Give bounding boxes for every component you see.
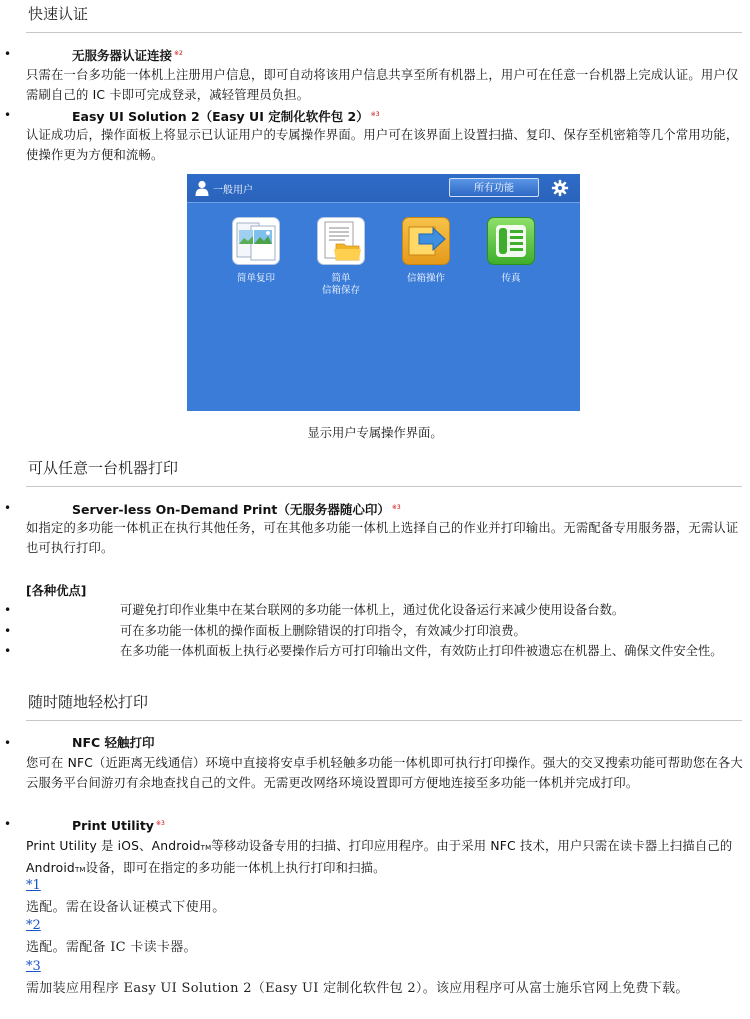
item-title: NFC 轻触打印: [72, 735, 155, 750]
bullet-item-nfc-print: [4, 734, 155, 752]
item-title: Print Utility: [72, 818, 154, 833]
section-title-quick-auth: 快速认证: [28, 5, 89, 23]
trademark-mark: TM: [74, 866, 86, 874]
bullet-item-ondemand-print: [4, 499, 401, 519]
footnote-ref[interactable]: ※3: [391, 504, 401, 511]
item-description: [26, 836, 744, 880]
tile-label: 信箱操作: [406, 273, 445, 284]
bullet-item-serverless-auth: [4, 45, 183, 65]
section-divider: [26, 32, 742, 33]
folder-document-icon: [317, 217, 365, 265]
text-part: 设备，即可在指定的多功能一体机上执行打印和扫描。: [85, 861, 386, 875]
tile-label: 简单 信箱保存: [321, 273, 360, 296]
advantage-item: [4, 600, 744, 620]
advantage-text: 可在多功能一体机的操作面板上删除错误的打印指令，有效减少打印浪费。: [120, 624, 526, 638]
footnote-link-2[interactable]: *2: [26, 918, 41, 933]
advantage-text: 在多功能一体机面板上执行必要操作后方可打印输出文件，有效防止打印件被遗忘在机器上、确保文件安全性。: [120, 644, 723, 658]
item-description: 只需在一台多功能一体机上注册用户信息，即可自动将该用户信息共享至所有机器上，用户可在任意一台机器上完成认证。用户仅需刷自己的 IC 卡即可完成登录，减轻管理员负担。: [26, 68, 739, 102]
image-caption: 显示用户专属操作界面。: [307, 426, 443, 440]
tile-label: 传真: [501, 273, 521, 284]
bullet-dot: •: [4, 817, 12, 831]
bullet-item-print-utility: [4, 815, 165, 835]
bullet-dot: •: [4, 108, 12, 122]
bullet-dot: •: [4, 736, 12, 750]
fax-icon: [487, 217, 535, 265]
footnote-text: 选配。需在设备认证模式下使用。: [26, 900, 226, 915]
advantages-heading: [各种优点]: [26, 584, 87, 598]
gear-icon[interactable]: [551, 179, 569, 197]
trademark-mark: TM: [200, 844, 212, 852]
tile-label: 简单复印: [236, 273, 275, 284]
section-divider: [26, 720, 742, 721]
tile-simple-copy[interactable]: [231, 217, 281, 285]
item-title: Easy UI Solution 2（Easy UI 定制化软件包 2）: [72, 109, 369, 124]
section-title-print-anytime: 随时随地轻松打印: [28, 693, 149, 711]
bullet-dot: •: [4, 624, 12, 638]
all-functions-button[interactable]: 所有功能: [449, 178, 539, 197]
footnote-text: 需加装应用程序 Easy UI Solution 2（Easy UI 定制化软件包 2）。该应用程序可从富士施乐官网上免费下载。: [26, 981, 689, 996]
text-part: Print Utility 是 iOS、Android: [26, 839, 201, 853]
footnote-link-3[interactable]: *3: [26, 959, 41, 974]
item-description: 您可在 NFC（近距离无线通信）环境中直接将安卓手机轻触多功能一体机即可执行打印操作。强大的交叉搜索功能可帮助您在各大云服务平台间游刃有余地查找自己的文件。无需更改网络环境设置即可方便地连接至多功能一体机并完成打印。: [26, 756, 743, 790]
footnote-ref[interactable]: ※3: [155, 820, 165, 827]
item-description: 认证成功后，操作面板上将显示已认证用户的专属操作界面。用户可在该界面上设置扫描、复印、保存至机密箱等几个常用功能，使操作更为方便和流畅。: [26, 128, 739, 162]
advantage-item: [4, 641, 744, 661]
mailbox-arrow-icon: [402, 217, 450, 265]
item-description: 如指定的多功能一体机正在执行其他任务，可在其他多功能一体机上选择自己的作业并打印输出。无需配备专用服务器，无需认证也可执行打印。: [26, 521, 739, 555]
bullet-item-easy-ui: [4, 106, 380, 126]
advantage-item: [4, 621, 744, 641]
footnote-ref[interactable]: ※2: [174, 50, 183, 57]
section-divider: [26, 486, 742, 487]
bullet-dot: •: [4, 47, 12, 61]
tile-simple-box-save[interactable]: [316, 217, 366, 297]
footnote-text: 选配。需配备 IC 卡读卡器。: [26, 940, 197, 955]
tile-mailbox-operation[interactable]: [401, 217, 451, 285]
footnote-ref[interactable]: ※3: [370, 111, 380, 118]
tile-fax[interactable]: [486, 217, 536, 285]
bullet-dot: •: [4, 501, 12, 515]
item-title: Server-less On-Demand Print（无服务器随心印）: [72, 502, 390, 517]
advantage-text: 可避免打印作业集中在某台联网的多功能一体机上，通过优化设备运行来减少使用设备台数。: [120, 603, 625, 617]
bullet-dot: •: [4, 603, 12, 617]
copy-icon: [232, 217, 280, 265]
operation-screen-image: [187, 174, 580, 411]
section-title-print-anywhere: 可从任意一台机器打印: [28, 459, 179, 477]
item-title: 无服务器认证连接: [72, 48, 173, 63]
user-label: 一般用户: [213, 185, 253, 196]
text-part: 等移动设备专用的扫描、打印应用程序。由于采用 NFC 技术，用户只需在读卡器上扫描自己的 Android: [26, 839, 733, 875]
screen-top-bar: [187, 174, 580, 203]
bullet-dot: •: [4, 644, 12, 658]
user-icon: [195, 180, 209, 196]
footnote-link-1[interactable]: *1: [26, 878, 41, 893]
